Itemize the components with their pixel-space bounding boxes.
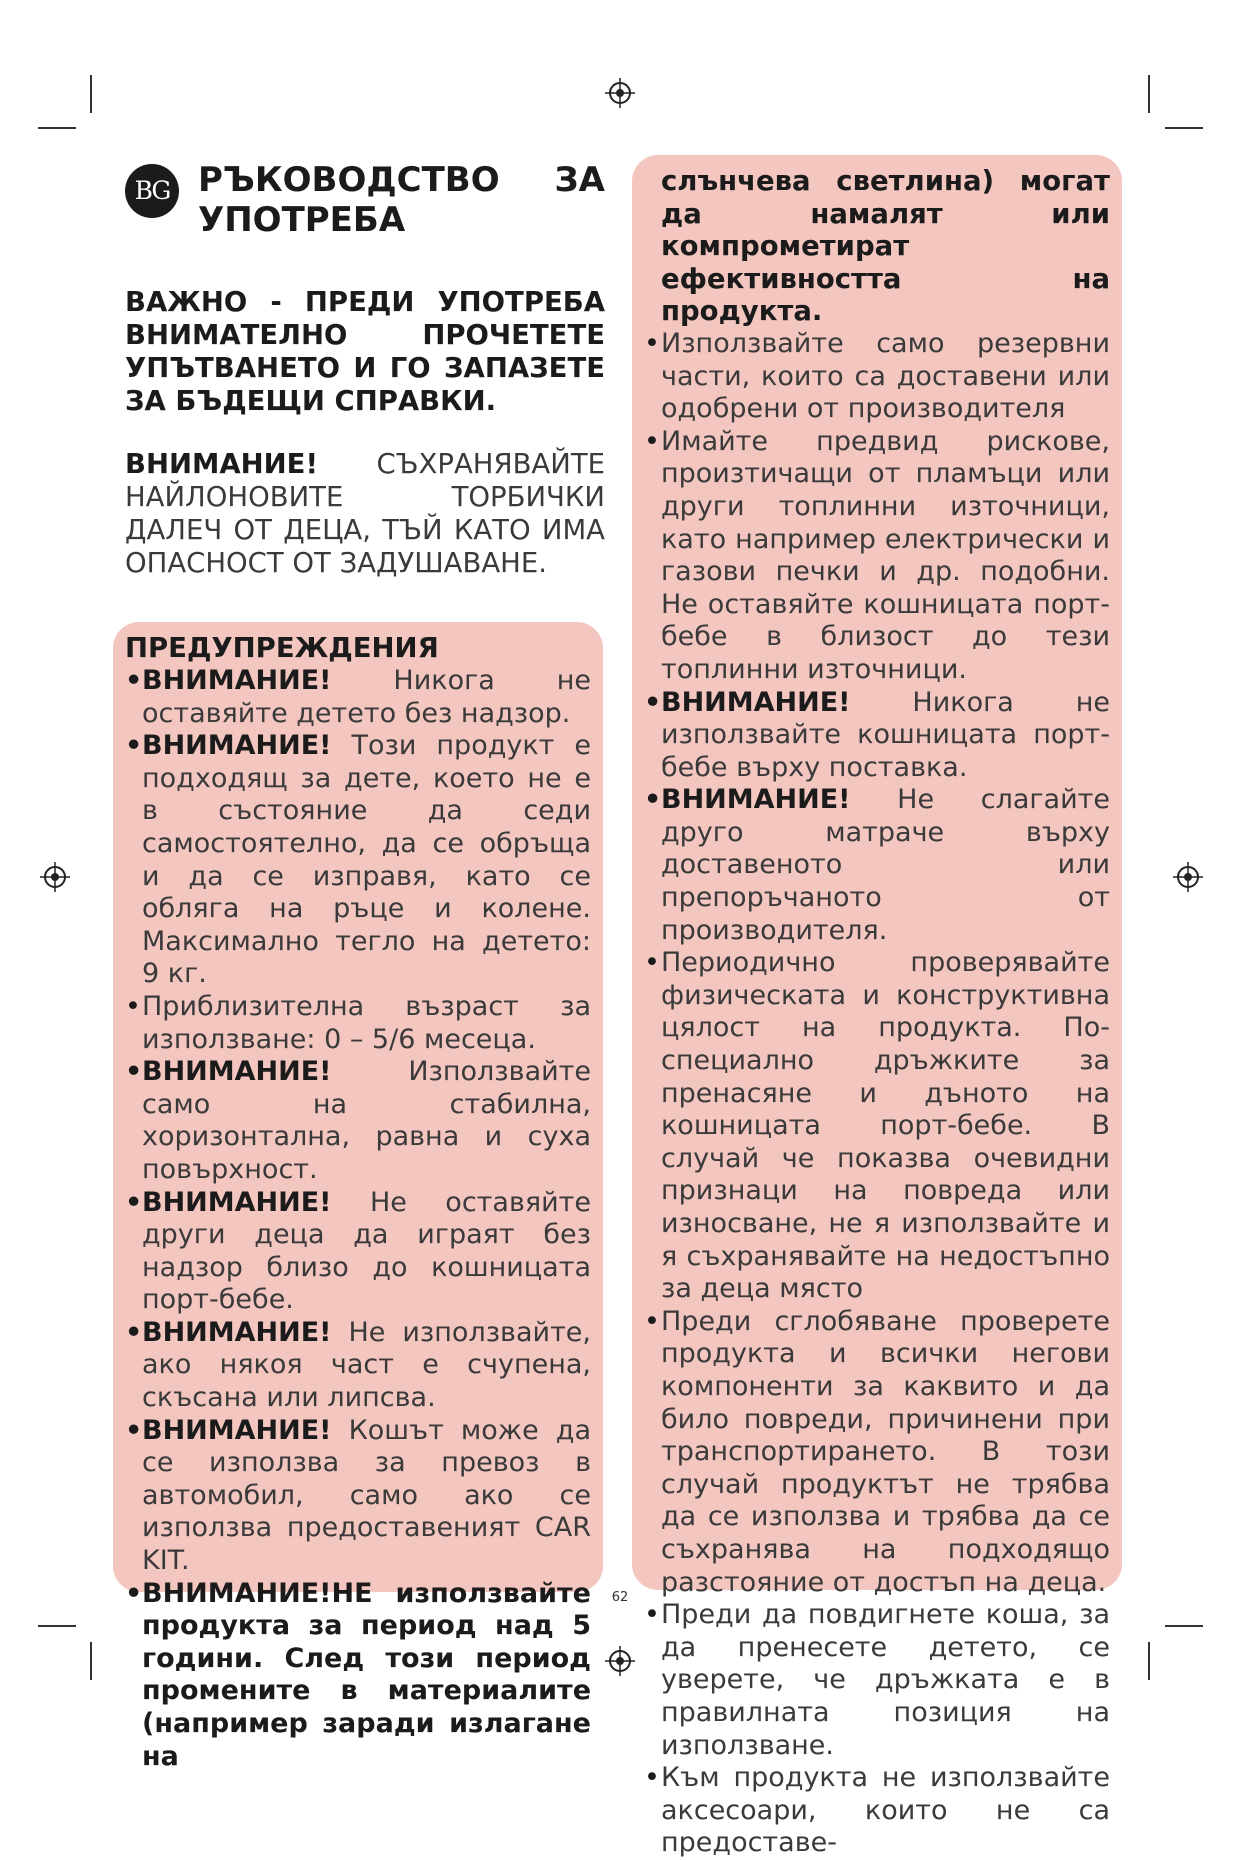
- registration-mark-icon: [40, 862, 70, 892]
- list-item: • Преди сглобяване проверете продукта и всички негови компоненти за каквито и да било повреди, причинени при транспортирането. В този случай продуктът не трябва да се използва и трябва да се съхранява на подходящо разстояние от достъп на деца.: [644, 1305, 1110, 1598]
- attention-label: ВНИМАНИЕ!: [125, 448, 318, 480]
- list-item: • Към продукта не използвайте аксесоари, които не са предоставе-: [644, 1762, 1110, 1859]
- crop-mark: [90, 1642, 92, 1680]
- registration-mark-icon: [1173, 862, 1203, 892]
- list-item: • Имайте предвид рискове, произтичащи от пламъци или други топлинни източници, като например електрически и газови печки и др. подобни. Не оставяйте кошницата порт-бебе в близост до тези топлинни източници.: [644, 425, 1110, 685]
- list-item: • ВНИМАНИЕ! Не използвайте, ако някоя част е счупена, скъсана или липсва.: [125, 1316, 591, 1414]
- list-item: • ВНИМАНИЕ!НЕ използвайте продукта за период над 5 години. След този период промените в материалите (например заради излагане на: [125, 1577, 591, 1772]
- list-item: • Приблизителна възраст за използване: 0 – 5/6 месеца.: [125, 990, 591, 1055]
- list-item: • ВНИМАНИЕ! Никога не оставяйте детето без надзор.: [125, 665, 591, 729]
- attention-notice: [125, 448, 605, 580]
- crop-mark: [38, 127, 76, 129]
- list-item: • ВНИМАНИЕ! Не оставяйте други деца да играят без надзор близо до кошницата порт-бебе.: [125, 1186, 591, 1316]
- registration-mark-icon: [605, 1646, 635, 1676]
- crop-mark: [1148, 75, 1150, 113]
- warnings-heading: ПРЕДУПРЕЖДЕНИЯ: [125, 632, 439, 664]
- attention-text: СЪХРАНЯВАЙТЕ НАЙЛОНОВИТЕ ТОРБИЧКИ ДАЛЕЧ ОТ ДЕЦА, ТЪЙ КАТО ИМА ОПАСНОСТ ОТ ЗАДУШАВАНЕ.: [125, 448, 605, 579]
- crop-mark: [90, 75, 92, 113]
- crop-mark: [1165, 1625, 1203, 1627]
- list-item: • Преди да повдигнете коша, за да пренесете детето, се уверете, че дръжката е в правилната позиция на използване.: [644, 1599, 1110, 1761]
- crop-mark: [1165, 127, 1203, 129]
- important-notice: ВАЖНО - ПРЕДИ УПОТРЕБА ВНИМАТЕЛНО ПРОЧЕТЕТЕ УПЪТВАНЕТО И ГО ЗАПАЗЕТЕ ЗА БЪДЕЩИ СПРАВКИ.: [125, 286, 605, 417]
- language-badge: BG: [125, 164, 179, 218]
- title-word: ЗА: [554, 160, 605, 200]
- list-item: • ВНИМАНИЕ! Използвайте само на стабилна, хоризонтална, равна и суха повърхност.: [125, 1056, 591, 1185]
- continued-text: слънчева светлина) могат да намалят или компрометират ефективността на продукта.: [661, 165, 1110, 328]
- list-item: • ВНИМАНИЕ! Този продукт е подходящ за дете, което не е в състояние да седи самостоятелно, да се обръща и да се изправя, като се обляга на ръце и колене. Максимално тегло на детето: 9 кг.: [125, 730, 591, 990]
- list-item: • ВНИМАНИЕ! Никога не използвайте кошницата порт-бебе върху поставка.: [644, 686, 1110, 783]
- list-item: • ВНИМАНИЕ! Не слагайте друго матраче върху доставеното или препоръчаното от производителя.: [644, 784, 1110, 946]
- crop-mark: [38, 1625, 76, 1627]
- page-number: 62: [611, 1590, 629, 1605]
- list-item: • ВНИМАНИЕ! Кошът може да се използва за превоз в автомобил, само ако се използва предоставеният CAR KIT.: [125, 1414, 591, 1577]
- warnings-list: [125, 665, 591, 1773]
- warnings-continued-list: [644, 328, 1110, 1860]
- left-column: [125, 160, 605, 580]
- title-line: УПОТРЕБА: [198, 200, 406, 240]
- title-word: РЪКОВОДСТВО: [198, 160, 500, 200]
- page-title: [198, 160, 605, 240]
- registration-mark-icon: [605, 78, 635, 108]
- list-item: • Периодично проверявайте физическата и конструктивна цялост на продукта. По-специално дръжките за пренасяне и дъното на кошницата порт-бебе. В случай че показва очевидни признаци на повреда или износване, не я използвайте и я съхранявайте на недостъпно за деца място: [644, 947, 1110, 1305]
- crop-mark: [1148, 1642, 1150, 1680]
- warnings-box: [113, 622, 603, 1772]
- warnings-continued-box: [632, 155, 1122, 1859]
- list-item: • Използвайте само резервни части, които са доставени или одобрени от производителя: [644, 327, 1110, 425]
